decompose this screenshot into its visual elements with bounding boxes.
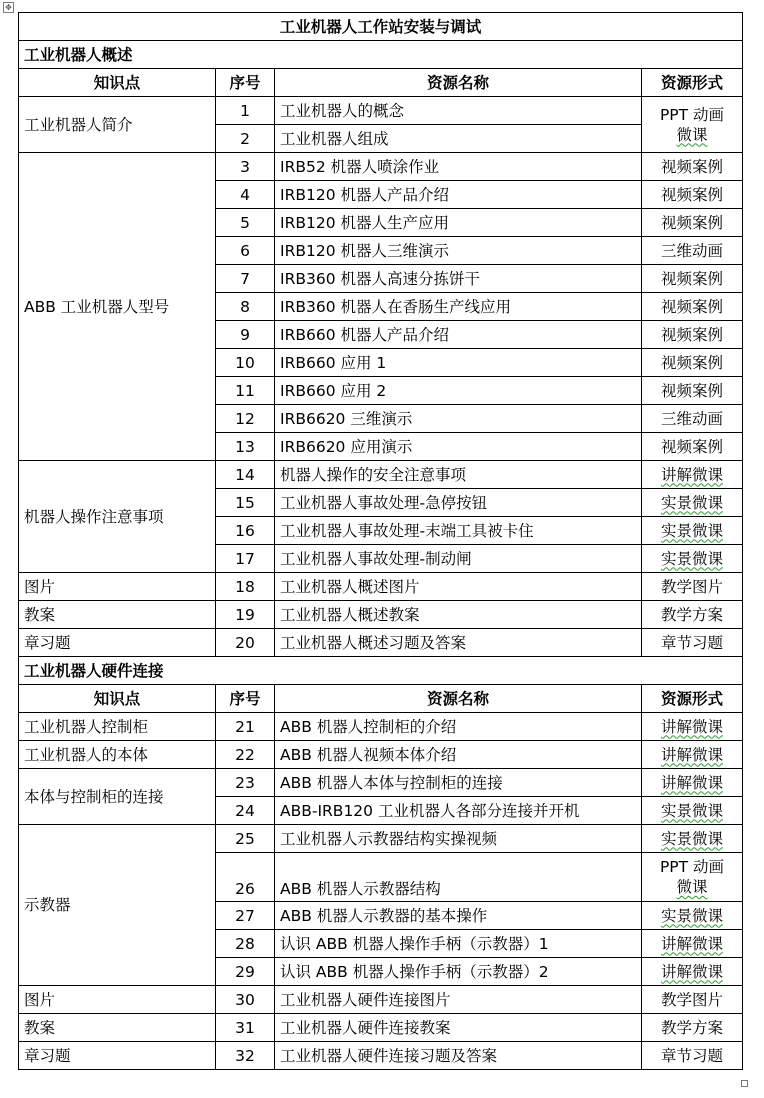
form-cell: 章节习题	[642, 1042, 743, 1070]
name-cell: 工业机器人事故处理-末端工具被卡住	[275, 517, 642, 545]
header-knowledge: 知识点	[19, 685, 216, 713]
index-cell: 31	[216, 1014, 275, 1042]
index-cell: 25	[216, 825, 275, 853]
name-cell: 工业机器人的概念	[275, 97, 642, 125]
form-cell: 视频案例	[642, 377, 743, 405]
form-cell	[642, 797, 743, 825]
name-cell: IRB360 机器人在香肠生产线应用	[275, 293, 642, 321]
index-cell: 19	[216, 601, 275, 629]
header-form: 资源形式	[642, 69, 743, 97]
index-cell: 30	[216, 986, 275, 1014]
table-row	[19, 741, 743, 769]
name-cell: ABB 机器人示教器结构	[275, 853, 642, 902]
section1-title: 工业机器人概述	[19, 41, 743, 69]
name-cell: IRB120 机器人生产应用	[275, 209, 642, 237]
index-cell: 8	[216, 293, 275, 321]
index-cell: 5	[216, 209, 275, 237]
form-cell	[642, 741, 743, 769]
index-cell: 6	[216, 237, 275, 265]
index-cell: 12	[216, 405, 275, 433]
form-cell: 视频案例	[642, 181, 743, 209]
name-cell: IRB6620 应用演示	[275, 433, 642, 461]
knowledge-cell: 本体与控制柜的连接	[19, 769, 216, 825]
form-text: PPT 动画	[659, 858, 725, 876]
form-text: 讲解微课	[661, 934, 724, 953]
name-cell: ABB 机器人示教器的基本操作	[275, 902, 642, 930]
index-cell: 13	[216, 433, 275, 461]
index-cell: 20	[216, 629, 275, 657]
table-row	[19, 713, 743, 741]
header-row	[19, 685, 743, 713]
knowledge-cell: 教案	[19, 601, 216, 629]
form-cell: 视频案例	[642, 209, 743, 237]
index-cell: 32	[216, 1042, 275, 1070]
knowledge-cell: 图片	[19, 986, 216, 1014]
index-cell: 4	[216, 181, 275, 209]
index-cell: 21	[216, 713, 275, 741]
knowledge-cell: 章习题	[19, 629, 216, 657]
knowledge-cell: 教案	[19, 1014, 216, 1042]
section-row	[19, 41, 743, 69]
name-cell: IRB360 机器人高速分拣饼干	[275, 265, 642, 293]
form-cell	[642, 853, 743, 902]
name-cell: 工业机器人事故处理-急停按钮	[275, 489, 642, 517]
name-cell: 工业机器人组成	[275, 125, 642, 153]
form-cell: 视频案例	[642, 265, 743, 293]
index-cell: 27	[216, 902, 275, 930]
index-cell: 15	[216, 489, 275, 517]
header-index: 序号	[216, 69, 275, 97]
section2-title: 工业机器人硬件连接	[19, 657, 743, 685]
resource-table	[18, 12, 743, 1070]
table-row	[19, 986, 743, 1014]
table-row	[19, 629, 743, 657]
form-cell: 教学方案	[642, 1014, 743, 1042]
table-move-handle-icon[interactable]: ✥	[3, 2, 14, 13]
name-cell: IRB120 机器人三维演示	[275, 237, 642, 265]
index-cell: 18	[216, 573, 275, 601]
form-cell	[642, 825, 743, 853]
knowledge-cell: 工业机器人简介	[19, 97, 216, 153]
name-cell: 工业机器人概述教案	[275, 601, 642, 629]
name-cell: 工业机器人硬件连接教案	[275, 1014, 642, 1042]
index-cell: 23	[216, 769, 275, 797]
table-row	[19, 153, 743, 181]
knowledge-cell: 章习题	[19, 1042, 216, 1070]
index-cell: 3	[216, 153, 275, 181]
knowledge-cell: 图片	[19, 573, 216, 601]
form-text: 讲解微课	[661, 773, 724, 792]
table-row	[19, 461, 743, 489]
name-cell: 认识 ABB 机器人操作手柄（示教器）2	[275, 958, 642, 986]
form-text: 讲解微课	[661, 745, 724, 764]
table-row	[19, 601, 743, 629]
table-row	[19, 769, 743, 797]
form-cell	[642, 489, 743, 517]
form-text: 讲解微课	[661, 717, 724, 736]
form-cell: 三维动画	[642, 237, 743, 265]
name-cell: 工业机器人硬件连接图片	[275, 986, 642, 1014]
name-cell: IRB660 应用 2	[275, 377, 642, 405]
table-row	[19, 825, 743, 853]
form-text: 实景微课	[661, 829, 724, 848]
name-cell: IRB52 机器人喷涂作业	[275, 153, 642, 181]
form-text: 实景微课	[661, 493, 724, 512]
knowledge-cell: 机器人操作注意事项	[19, 461, 216, 573]
header-row	[19, 69, 743, 97]
form-text: 实景微课	[661, 549, 724, 568]
form-cell: 视频案例	[642, 321, 743, 349]
index-cell: 28	[216, 930, 275, 958]
knowledge-cell: 示教器	[19, 825, 216, 986]
name-cell: IRB660 机器人产品介绍	[275, 321, 642, 349]
form-text: 讲解微课	[661, 962, 724, 981]
form-cell	[642, 713, 743, 741]
index-cell: 11	[216, 377, 275, 405]
knowledge-cell: 工业机器人控制柜	[19, 713, 216, 741]
form-cell: 视频案例	[642, 349, 743, 377]
table-row	[19, 97, 743, 125]
header-form: 资源形式	[642, 685, 743, 713]
index-cell: 10	[216, 349, 275, 377]
index-cell: 24	[216, 797, 275, 825]
table-row	[19, 1014, 743, 1042]
form-text: 讲解微课	[661, 465, 724, 484]
form-text: PPT 动画	[659, 105, 725, 124]
document-title: 工业机器人工作站安装与调试	[19, 13, 743, 41]
table-row	[19, 573, 743, 601]
index-cell: 14	[216, 461, 275, 489]
index-cell: 2	[216, 125, 275, 153]
name-cell: 认识 ABB 机器人操作手柄（示教器）1	[275, 930, 642, 958]
knowledge-cell: 工业机器人的本体	[19, 741, 216, 769]
name-cell: IRB6620 三维演示	[275, 405, 642, 433]
form-cell: 视频案例	[642, 153, 743, 181]
index-cell: 16	[216, 517, 275, 545]
table-title-row	[19, 13, 743, 41]
index-cell: 9	[216, 321, 275, 349]
form-text: 实景微课	[661, 906, 724, 925]
form-cell: 章节习题	[642, 629, 743, 657]
name-cell: 工业机器人硬件连接习题及答案	[275, 1042, 642, 1070]
name-cell: 工业机器人示教器结构实操视频	[275, 825, 642, 853]
header-knowledge: 知识点	[19, 69, 216, 97]
form-cell	[642, 769, 743, 797]
form-cell: 教学图片	[642, 986, 743, 1014]
index-cell: 1	[216, 97, 275, 125]
form-cell	[642, 545, 743, 573]
table-resize-handle[interactable]	[741, 1080, 748, 1087]
section-row	[19, 657, 743, 685]
form-text: 微课	[676, 878, 708, 896]
knowledge-cell: ABB 工业机器人型号	[19, 153, 216, 461]
name-cell: 机器人操作的安全注意事项	[275, 461, 642, 489]
form-cell	[642, 461, 743, 489]
form-cell: 视频案例	[642, 293, 743, 321]
form-cell: 教学图片	[642, 573, 743, 601]
form-text: 微课	[676, 125, 708, 144]
header-index: 序号	[216, 685, 275, 713]
name-cell: ABB 机器人控制柜的介绍	[275, 713, 642, 741]
name-cell: ABB-IRB120 工业机器人各部分连接并开机	[275, 797, 642, 825]
name-cell: 工业机器人概述习题及答案	[275, 629, 642, 657]
index-cell: 26	[216, 853, 275, 902]
form-cell: 教学方案	[642, 601, 743, 629]
form-text: 实景微课	[661, 801, 724, 820]
form-cell: 三维动画	[642, 405, 743, 433]
header-name: 资源名称	[275, 685, 642, 713]
form-cell: 视频案例	[642, 433, 743, 461]
name-cell: 工业机器人事故处理-制动闸	[275, 545, 642, 573]
form-cell	[642, 97, 743, 153]
form-text: 实景微课	[661, 521, 724, 540]
index-cell: 29	[216, 958, 275, 986]
index-cell: 17	[216, 545, 275, 573]
index-cell: 7	[216, 265, 275, 293]
name-cell: ABB 机器人本体与控制柜的连接	[275, 769, 642, 797]
index-cell: 22	[216, 741, 275, 769]
form-cell	[642, 958, 743, 986]
name-cell: 工业机器人概述图片	[275, 573, 642, 601]
form-cell	[642, 930, 743, 958]
table-row	[19, 1042, 743, 1070]
name-cell: IRB660 应用 1	[275, 349, 642, 377]
name-cell: IRB120 机器人产品介绍	[275, 181, 642, 209]
name-cell: ABB 机器人视频本体介绍	[275, 741, 642, 769]
form-cell	[642, 902, 743, 930]
form-cell	[642, 517, 743, 545]
header-name: 资源名称	[275, 69, 642, 97]
